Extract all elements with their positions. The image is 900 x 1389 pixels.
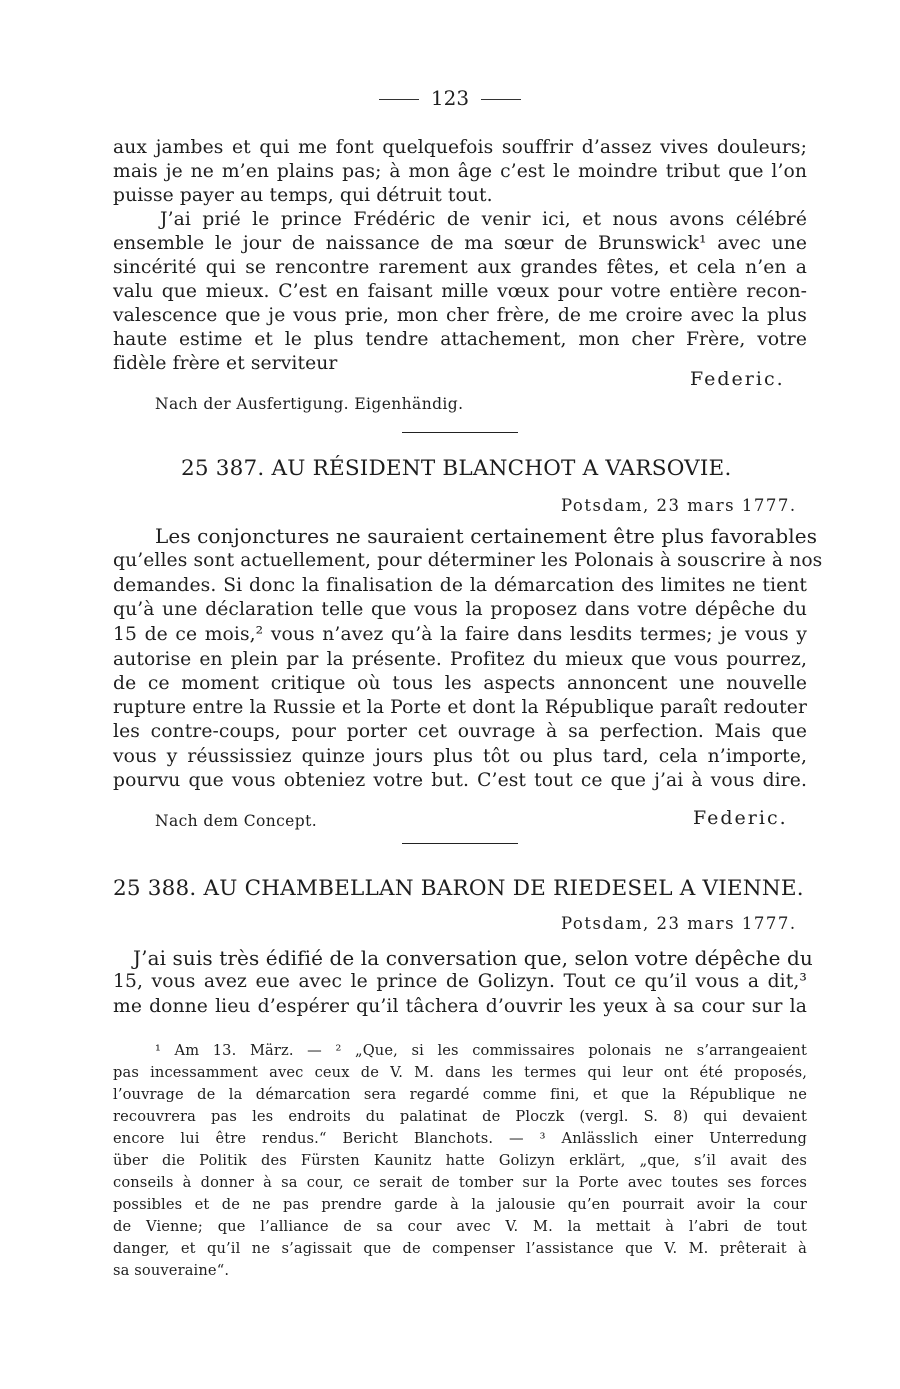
- text-line: rupture entre la Russie et la Porte et dont la République paraît redouter: [113, 697, 807, 718]
- text-line: les contre-coups, pour porter cet ouvrage à sa perfection. Mais que: [113, 721, 807, 742]
- text-line: valescence que je vous prie, mon cher frère, de me croire avec la plus: [113, 305, 807, 326]
- footnote-line: de Vienne; que l’alliance de sa cour avec V. M. la mettait à l’abri de tout: [113, 1218, 807, 1235]
- footnote-line: pas incessamment avec ceux de V. M. dans les termes qui leur ont été proposés,: [113, 1064, 807, 1081]
- footnote-line: danger, et qu’il ne s’agissait que de compenser l’assistance que V. M. prêterait à: [113, 1240, 807, 1257]
- text-line: 15, vous avez eue avec le prince de Golizyn. Tout ce qu’il vous a dit,³: [113, 971, 807, 992]
- page-number-rule-right: [481, 99, 521, 100]
- text-line: mais je ne m’en plains pas; à mon âge c’est le moindre tribut que l’on: [113, 161, 807, 182]
- page-number: [0, 86, 900, 110]
- text-line: fidèle frère et serviteur: [113, 353, 338, 374]
- text-line: J’ai prié le prince Frédéric de venir ici, et nous avons célébré: [160, 209, 807, 230]
- section-divider: [402, 843, 518, 844]
- text-line: pourvu que vous obteniez votre but. C’est tout ce que j’ai à vous dire.: [113, 770, 807, 791]
- footnote-line: recouvrera pas les endroits du palatinat de Ploczk (vergl. S. 8) qui devaient: [113, 1108, 807, 1125]
- page-number-rule-left: [379, 99, 419, 100]
- text-line: valu que mieux. C’est en faisant mille vœux pour votre entière recon-: [113, 281, 807, 302]
- text-line: aux jambes et qui me font quelquefois souffrir d’assez vives douleurs;: [113, 137, 807, 158]
- signature: Federic.: [690, 368, 785, 390]
- footnote-line: sa souveraine“.: [113, 1262, 230, 1279]
- page-number-text: 123: [430, 86, 470, 110]
- letter-heading: 25 387. AU RÉSIDENT BLANCHOT A VARSOVIE.: [181, 456, 732, 481]
- text-line: me donne lieu d’espérer qu’il tâchera d’ouvrir les yeux à sa cour sur la: [113, 996, 807, 1017]
- letter-heading: 25 388. AU CHAMBELLAN BARON DE RIEDESEL A VIENNE.: [113, 876, 804, 901]
- text-line: 15 de ce mois,² vous n’avez qu’à la faire dans lesdits termes; je vous y: [113, 624, 807, 645]
- source-note: Nach dem Concept.: [155, 812, 318, 830]
- footnote-line: ¹ Am 13. März. — ² „Que, si les commissaires polonais ne s’arrangeaient: [155, 1042, 807, 1059]
- place-date: Potsdam, 23 mars 1777.: [561, 914, 797, 933]
- footnote-line: l’ouvrage de la démarcation sera regardé comme fini, et que la République ne: [113, 1086, 807, 1103]
- footnote-line: über die Politik des Fürsten Kaunitz hatte Golizyn erklärt, „que, s’il avait des: [113, 1152, 807, 1169]
- text-line: demandes. Si donc la finalisation de la démarcation des limites ne tient: [113, 575, 807, 596]
- footnote-line: encore lui être rendus.“ Bericht Blanchots. — ³ Anlässlich einer Unterredung: [113, 1130, 807, 1147]
- source-note: Nach der Ausfertigung. Eigenhändig.: [155, 395, 464, 413]
- text-line: qu’elles sont actuellement, pour déterminer les Polonais à souscrire à nos: [113, 550, 823, 571]
- text-line: de ce moment critique où tous les aspects annoncent une nouvelle: [113, 673, 807, 694]
- text-line: sincérité qui se rencontre rarement aux grandes fêtes, et cela n’en a: [113, 257, 807, 278]
- text-line: ensemble le jour de naissance de ma sœur de Brunswick¹ avec une: [113, 233, 807, 254]
- text-line: J’ai suis très édifié de la conversation que, selon votre dépêche du: [133, 946, 813, 970]
- text-line: Les conjonctures ne sauraient certainement être plus favorables: [155, 524, 818, 548]
- text-line: qu’à une déclaration telle que vous la proposez dans votre dépêche du: [113, 599, 807, 620]
- text-line: puisse payer au temps, qui détruit tout.: [113, 185, 493, 206]
- text-line: autorise en plein par la présente. Profitez du mieux que vous pourrez,: [113, 649, 807, 670]
- footnote-line: conseils à donner à sa cour, ce serait de tomber sur la Porte avec toutes ses forces: [113, 1174, 807, 1191]
- section-divider: [402, 432, 518, 433]
- place-date: Potsdam, 23 mars 1777.: [561, 496, 797, 515]
- text-line: haute estime et le plus tendre attachement, mon cher Frère, votre: [113, 329, 807, 350]
- footnote-line: possibles et de ne pas prendre garde à la jalousie qu’en pourrait avoir la cour: [113, 1196, 807, 1213]
- signature: Federic.: [693, 807, 788, 829]
- text-line: vous y réussissiez quinze jours plus tôt ou plus tard, cela n’importe,: [113, 746, 807, 767]
